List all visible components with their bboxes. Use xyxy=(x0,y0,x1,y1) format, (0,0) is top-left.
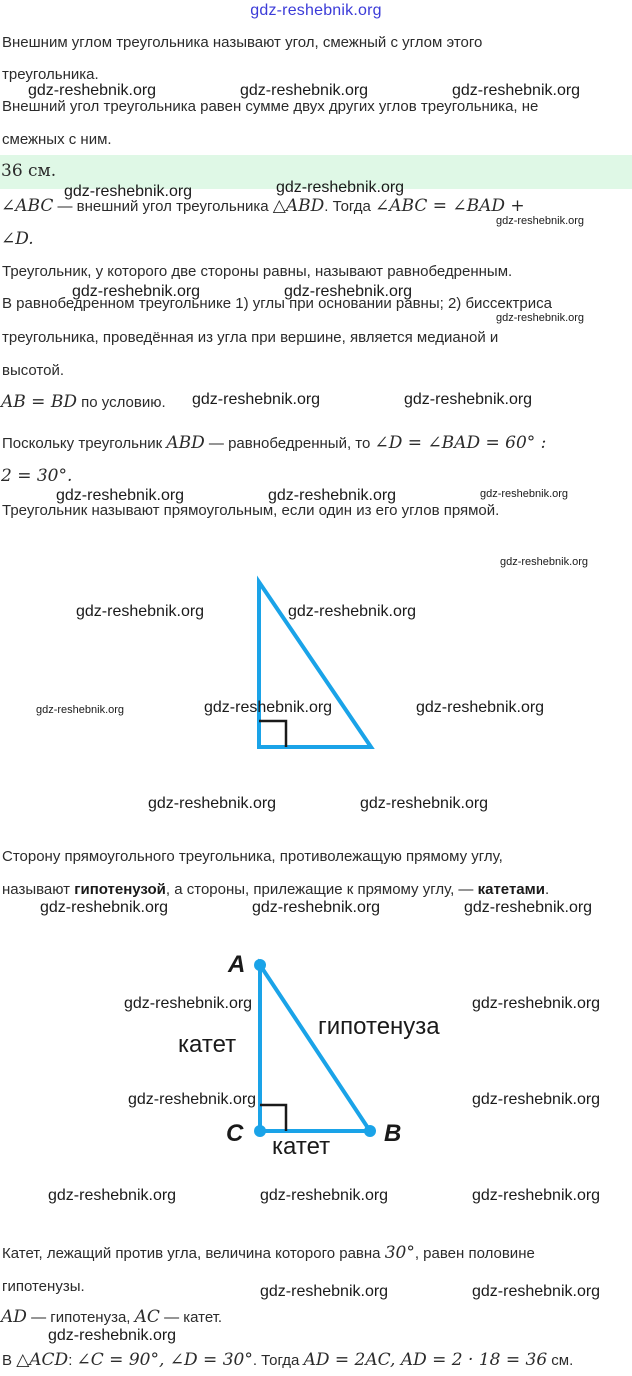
watermark: gdz-reshebnik.org xyxy=(360,795,489,812)
statement-text: называют xyxy=(2,881,75,898)
hypotenuse-definition-line1: Сторону прямоугольного треугольника, противолежащую прямому углу, xyxy=(2,848,503,865)
thirty-degree-theorem-line1 xyxy=(2,1243,535,1264)
watermark: gdz-reshebnik.org xyxy=(500,556,589,568)
right-triangle-figure xyxy=(250,575,380,755)
watermark: gdz-reshebnik.org xyxy=(260,1187,389,1204)
statement-text: — внешний угол треугольника xyxy=(53,198,273,215)
statement-text: — равнобедренный, то xyxy=(204,435,375,452)
watermark: gdz-reshebnik.org xyxy=(48,1187,177,1204)
isosceles-properties-line2: треугольника, проведённая из угла при вершине, является медианой и xyxy=(2,329,499,346)
watermark: gdz-reshebnik.org xyxy=(472,1091,601,1108)
math-expression: △ACD xyxy=(16,1350,69,1370)
math-expression: ∠ABC xyxy=(1,196,54,216)
watermark: gdz-reshebnik.org xyxy=(452,82,581,99)
isosceles-properties-line3: высотой. xyxy=(2,362,65,379)
watermark: gdz-reshebnik.org xyxy=(48,1327,177,1344)
statement-text: . xyxy=(544,881,550,898)
theorem-exterior-angle-line2: смежных с ним. xyxy=(2,131,112,148)
watermark: gdz-reshebnik.org xyxy=(284,283,413,300)
exterior-angle-statement-line2 xyxy=(1,229,34,250)
thirty-degree-theorem-line2: гипотенузы. xyxy=(2,1278,85,1295)
right-angle-marker xyxy=(259,721,286,747)
watermark: gdz-reshebnik.org xyxy=(240,82,369,99)
watermark: gdz-reshebnik.org xyxy=(472,1187,601,1204)
watermark: gdz-reshebnik.org xyxy=(464,899,593,916)
watermark: gdz-reshebnik.org xyxy=(252,899,381,916)
labeled-right-triangle-figure xyxy=(170,945,480,1170)
watermark: gdz-reshebnik.org xyxy=(496,312,585,324)
vertex-b-label: B xyxy=(384,1120,402,1147)
math-expression: 30° xyxy=(384,1243,415,1263)
statement-text: , а стороны, прилежащие к прямому углу, — xyxy=(165,881,478,898)
math-expression: ∠D = ∠BAD = 60° : xyxy=(374,433,547,453)
definition-exterior-angle-line1: Внешним углом треугольника называют угол, смежный с углом этого xyxy=(2,34,483,51)
math-expression: AC xyxy=(134,1307,160,1327)
hypotenuse-leg-statement xyxy=(1,1307,222,1328)
definition-isosceles: Треугольник, у которого две стороны равны, называют равнобедренным. xyxy=(2,263,513,280)
statement-text: В xyxy=(2,1352,17,1369)
statement-text: Поскольку треугольник xyxy=(2,435,167,452)
watermark: gdz-reshebnik.org xyxy=(76,603,205,620)
watermark: gdz-reshebnik.org xyxy=(260,1283,389,1300)
watermark: gdz-reshebnik.org xyxy=(192,391,321,408)
watermark: gdz-reshebnik.org xyxy=(276,179,405,196)
statement-text: . Тогда xyxy=(324,198,375,215)
statement-text: . Тогда xyxy=(252,1352,304,1369)
leg-horizontal-label: катет xyxy=(272,1133,331,1160)
vertex-b-dot xyxy=(364,1125,376,1137)
term-legs: катетами xyxy=(477,881,545,898)
math-expression: ∠ABC = ∠BAD + xyxy=(374,196,525,216)
final-computation xyxy=(2,1350,573,1371)
watermark: gdz-reshebnik.org xyxy=(148,795,277,812)
answer-value: 36 см. xyxy=(1,161,57,181)
watermark: gdz-reshebnik.org xyxy=(404,391,533,408)
equal-sides-statement xyxy=(1,392,166,413)
watermark: gdz-reshebnik.org xyxy=(36,704,125,716)
vertex-c-dot xyxy=(254,1125,266,1137)
definition-exterior-angle-line2: треугольника. xyxy=(2,66,99,83)
watermark: gdz-reshebnik.org xyxy=(472,995,601,1012)
theorem-exterior-angle-line1: Внешний угол треугольника равен сумме двух других углов треугольника, не xyxy=(2,98,539,115)
watermark: gdz-reshebnik.org xyxy=(56,487,185,504)
watermark: gdz-reshebnik.org xyxy=(288,603,417,620)
leg-vertical-label: катет xyxy=(178,1031,237,1058)
watermark: gdz-reshebnik.org xyxy=(124,995,253,1012)
math-expression: AB = BD xyxy=(1,392,77,412)
watermark: gdz-reshebnik.org xyxy=(40,899,169,916)
statement-text: по условию. xyxy=(76,394,166,411)
term-hypotenuse: гипотенузой xyxy=(74,881,166,898)
math-expression: AD = 2AC, AD = 2 · 18 = 36 xyxy=(303,1350,548,1370)
statement-text: см. xyxy=(547,1352,574,1369)
angle-d-computation-line2 xyxy=(1,466,72,487)
watermark: gdz-reshebnik.org xyxy=(72,283,201,300)
math-expression: △ABD xyxy=(272,196,325,216)
vertex-a-label: A xyxy=(228,951,246,978)
watermark: gdz-reshebnik.org xyxy=(204,699,333,716)
isosceles-properties-line1: В равнобедренном треугольнике 1) углы при основании равны; 2) биссектриса xyxy=(2,295,552,312)
watermark: gdz-reshebnik.org xyxy=(480,488,569,500)
statement-text: — гипотенуза, xyxy=(26,1309,135,1326)
vertex-c-label: C xyxy=(226,1120,244,1147)
math-expression: ABD xyxy=(166,433,205,453)
statement-text: Катет, лежащий против угла, величина которого равна xyxy=(2,1245,385,1262)
watermark: gdz-reshebnik.org xyxy=(268,487,397,504)
math-expression: ∠D. xyxy=(1,229,34,249)
watermark: gdz-reshebnik.org xyxy=(128,1091,257,1108)
angle-d-computation-line1 xyxy=(2,433,546,454)
statement-text: : xyxy=(68,1352,77,1369)
math-expression: ∠C = 90°, ∠D = 30° xyxy=(76,1350,253,1370)
math-expression: AD xyxy=(1,1307,27,1327)
statement-text: — катет. xyxy=(159,1309,223,1326)
vertex-a-dot xyxy=(254,959,266,971)
watermark: gdz-reshebnik.org xyxy=(496,215,585,227)
watermark: gdz-reshebnik.org xyxy=(28,82,157,99)
watermark: gdz-reshebnik.org xyxy=(64,183,193,200)
math-expression: 2 = 30°. xyxy=(1,466,73,486)
statement-text: , равен половине xyxy=(414,1245,535,1262)
watermark: gdz-reshebnik.org xyxy=(416,699,545,716)
site-title[interactable]: gdz-reshebnik.org xyxy=(250,2,382,19)
hypotenuse-definition-line2 xyxy=(2,880,549,900)
hypotenuse-label: гипотенуза xyxy=(318,1013,440,1040)
watermark: gdz-reshebnik.org xyxy=(472,1283,601,1300)
definition-right-triangle: Треугольник называют прямоугольным, если один из его углов прямой. xyxy=(2,502,500,519)
